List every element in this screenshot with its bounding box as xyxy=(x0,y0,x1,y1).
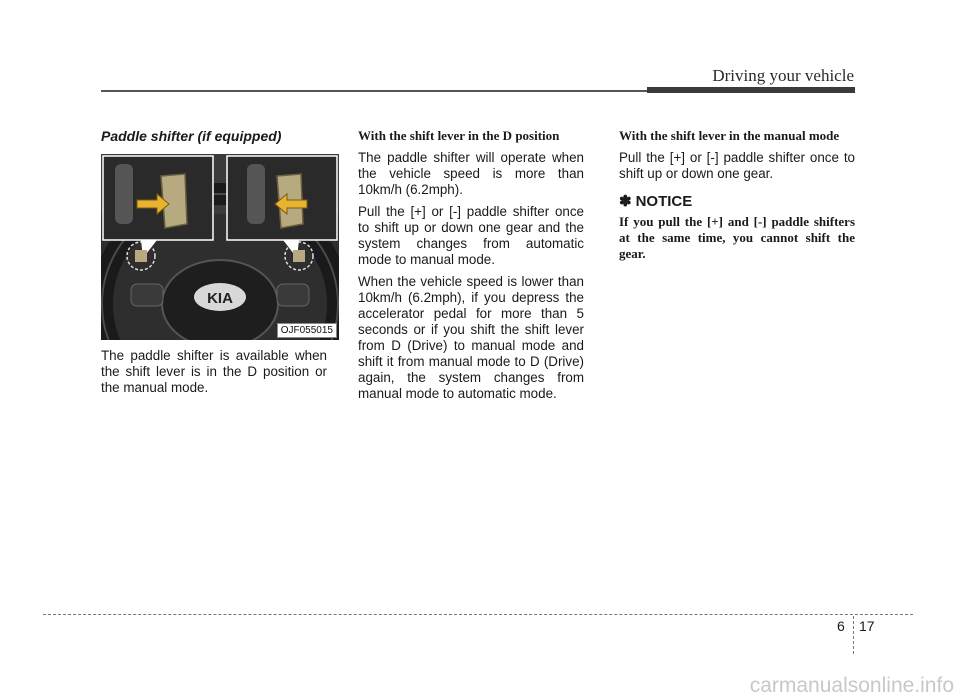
d-position-paragraph-1: The paddle shifter will operate when the vehicle speed is more than 10km/h (6.2mph). xyxy=(358,150,584,197)
page-header-title: Driving your vehicle xyxy=(712,66,854,85)
footer-chapter-number: 6 xyxy=(837,618,845,634)
notice-icon: ✽ xyxy=(619,193,632,210)
notice-text: If you pull the [+] and [-] paddle shifters at the same time, you cannot shift the gear. xyxy=(619,214,855,261)
footer-page-number: 17 xyxy=(859,618,875,634)
column-manual-mode xyxy=(619,128,855,262)
manual-mode-paragraph: Pull the [+] or [-] paddle shifter once to shift up or down one gear. xyxy=(619,150,855,181)
header-rule-thick xyxy=(647,87,855,93)
footer-rule xyxy=(43,614,913,615)
section-title-paddle-shifter: Paddle shifter (if equipped) xyxy=(101,128,282,144)
section-title-d-position: With the shift lever in the D position xyxy=(358,128,560,143)
paddle-shifter-description: The paddle shifter is available when the shift lever is in the D position or the manual mode. xyxy=(101,348,327,395)
watermark: carmanualsonline.info xyxy=(749,674,954,697)
d-position-paragraph-2: Pull the [+] or [-] paddle shifter once to shift up or down one gear and the system changes from automatic mode to manual mode. xyxy=(358,204,584,267)
column-d-position xyxy=(358,128,584,408)
steering-wheel-illustration xyxy=(101,154,339,340)
header-rule-thin xyxy=(101,90,647,92)
figure-code: OJF055015 xyxy=(277,323,337,338)
section-title-manual-mode: With the shift lever in the manual mode xyxy=(619,128,840,143)
d-position-paragraph-3: When the vehicle speed is lower than 10km/h (6.2mph), if you depress the accelerator pedal for more than 5 seconds or if you shift the shift lever from D (Drive) to manual mode and shift it from manual mode to D (Drive) again, the system changes from manual mode to automatic mode. xyxy=(358,274,584,401)
notice-heading xyxy=(619,192,855,210)
svg-text:KIA: KIA xyxy=(207,290,233,307)
footer-divider xyxy=(853,616,854,654)
paddle-shifter-figure xyxy=(101,154,339,340)
column-paddle-shifter xyxy=(101,128,333,402)
notice-label: NOTICE xyxy=(635,192,693,210)
